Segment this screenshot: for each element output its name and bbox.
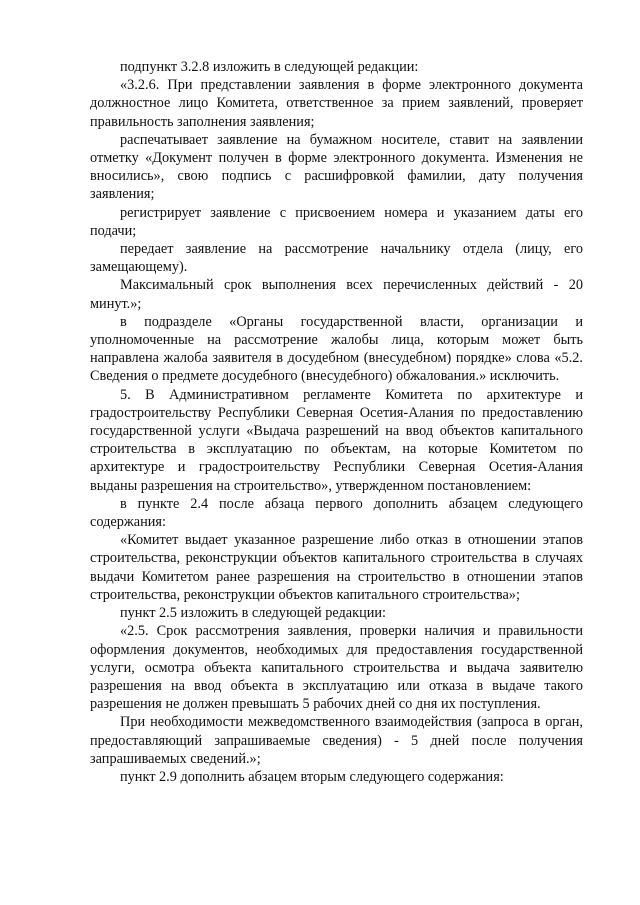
document-page <box>90 58 583 786</box>
paragraph-6: Максимальный срок выполнения всех перечисленных действий - 20 минут.»; <box>90 277 583 312</box>
paragraph-12: «2.5. Срок рассмотрения заявления, проверки наличия и правильности оформления документов, необходимых для предоставления государственной услуги, осмотра объекта капитального строительства и выдача заявителю разрешения на ввод объекта в эксплуатацию или отказа в выдаче такого разрешения не должен превышать 5 рабочих дней со дня их поступления. <box>90 623 583 713</box>
paragraph-13: При необходимости межведомственного взаимодействия (запроса в орган, предоставляющий запрашиваемые сведения) - 5 дней после получения запрашиваемых сведений.»; <box>90 714 583 767</box>
paragraph-1: подпункт 3.2.8 изложить в следующей редакции: <box>120 59 419 75</box>
paragraph-2: «3.2.6. При представлении заявления в форме электронного документа должностное лицо Комитета, ответственное за прием заявлений, проверяет правильность заполнения заявления; <box>90 77 583 130</box>
paragraph-4: регистрирует заявление с присвоением номера и указанием даты его подачи; <box>90 204 583 239</box>
paragraph-3: распечатывает заявление на бумажном носителе, ставит на заявлении отметку «Документ получен в форме электронного документа. Изменения не вносились», свою подпись с расшифровкой фамилии, дату получения заявления; <box>90 131 583 203</box>
paragraph-10: «Комитет выдает указанное разрешение либо отказ в отношении этапов строительства, реконструкции объектов капитального строительства в случаях выдачи Комитетом ранее разрешения на строительство в отношении этапов строительства, реконструкции объектов капитального строительства»; <box>90 532 583 603</box>
paragraph-11: пункт 2.5 изложить в следующей редакции: <box>120 605 387 622</box>
paragraph-7: в подразделе «Органы государственной власти, организации и уполномоченные на рассмотрение жалобы лица, которым может быть направлена жалоба заявителя в досудебном (внесудебном) порядке» слова «5.2. Сведения о предмете досудебного (внесудебного) обжалования.» исключить. <box>90 313 583 385</box>
paragraph-14: пункт 2.9 дополнить абзацем вторым следующего содержания: <box>120 768 504 785</box>
paragraph-5: передает заявление на рассмотрение начальнику отдела (лицу, его замещающему). <box>90 241 583 276</box>
paragraph-8: 5. В Административном регламенте Комитета по архитектуре и градостроительству Республики Северная Осетия-Алания по предоставлению государственной услуги «Выдача разрешений на ввод объектов капитального строительства в эксплуатацию по объектам, на которые Комитетом по архитектуре и градостроительству Республики Северная Осетия-Алания выданы разрешения на строительство», утвержденном постановлением: <box>90 386 583 494</box>
paragraph-9: в пункте 2.4 после абзаца первого дополнить абзацем следующего содержания: <box>90 495 583 531</box>
